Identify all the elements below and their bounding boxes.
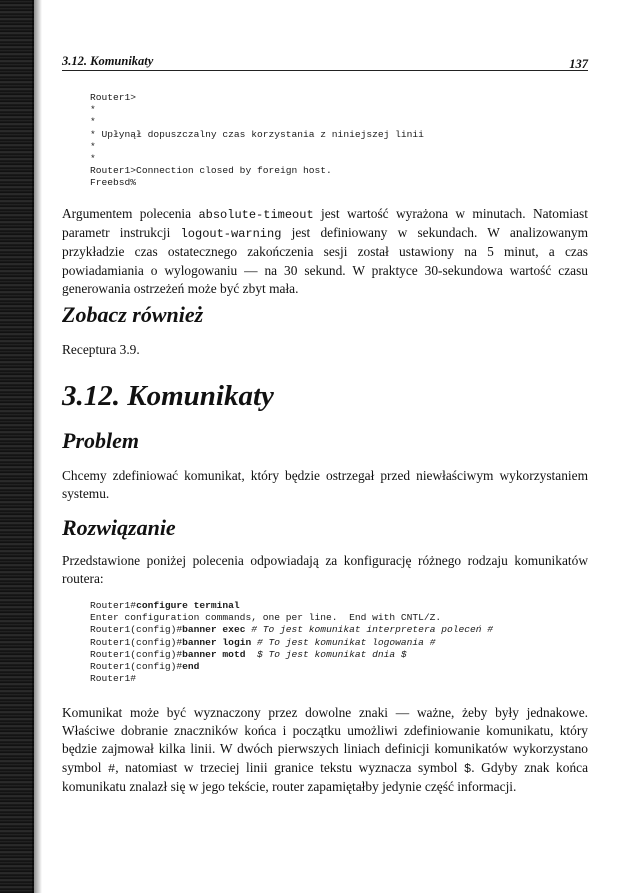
see-also-text: Receptura 3.9. (62, 342, 140, 357)
code-line: * (90, 153, 96, 165)
heading-see-also: Zobacz również (62, 302, 204, 327)
paragraph-timeout: Argumentem polecenia absolute-timeout jest wartość wyrażona w minutach. Natomiast parametr instrukcji logout-warning jest definiowany w sekundach. W analizowanym przykładzie czas ostatecznego zakończenia sesji został ustawiony na 5 minut, a czas powiadamiania o wylogowaniu — na 30 sekund. W praktyce 30-sekundowa wartość czasu generowania ostrzeżeń może być zbyt mała. (62, 206, 588, 296)
code-line: * (90, 140, 96, 152)
code-line: * (90, 116, 96, 128)
inline-code-hash: # (108, 761, 116, 776)
inline-code-dollar: $ (464, 761, 472, 776)
code-line: Router1>Connection closed by foreign host. (90, 165, 332, 177)
paragraph-banner-delimiters: Komunikat może być wyznaczony przez dowolne znaki — ważne, żeby były jednakowe. Właściwe dobranie znaczników końca i początku umożliwi zdefiniowanie komunikatu, który będzie zajmował kilka linii. W dwóch pierwszych liniach definicji komunikatów wykorzystano symbol #, natomiast w trzeciej linii granice tekstu wyznacza symbol $. Gdyby znak końca komunikatu znalazł się w jego tekście, router zapamiętałby jedynie część informacji. (62, 705, 589, 794)
code-line: * Upłynął dopuszczalny czas korzystania z niniejszej linii (90, 128, 424, 140)
code-line: Freebsd% (90, 177, 137, 189)
code-block-session (90, 92, 424, 190)
inline-code-absolute-timeout: absolute-timeout (198, 208, 314, 222)
heading-problem: Problem (62, 428, 139, 453)
running-header-title: 3.12. Komunikaty (62, 54, 154, 68)
running-header (62, 54, 588, 71)
code-line: Router1> (90, 92, 137, 103)
section-title: 3.12. Komunikaty (62, 380, 274, 412)
inline-code-logout-warning: logout-warning (180, 227, 282, 242)
problem-text: Chcemy zdefiniować komunikat, który będzie ostrzegał przed niewłaściwym wykorzystaniem systemu. (62, 468, 588, 502)
code-block-banner: Router1#configure terminal Enter configuration commands, one per line. End with CNTL/Z. Router1(config)#banner exec # To jest komunikat interpretera poleceń # Router1(config)#banner login # To jest komunikat logowania # Router1(config)#banner motd $ To jest komunikat dnia $ Router1(config)#end Router1# (90, 600, 494, 685)
code-line: * (90, 104, 96, 116)
solution-text: Przedstawione poniżej polecenia odpowiadają za konfigurację różnego rodzaju komunikatów routera: (62, 553, 588, 587)
heading-solution: Rozwiązanie (62, 515, 176, 540)
page-number: 137 (569, 57, 588, 71)
